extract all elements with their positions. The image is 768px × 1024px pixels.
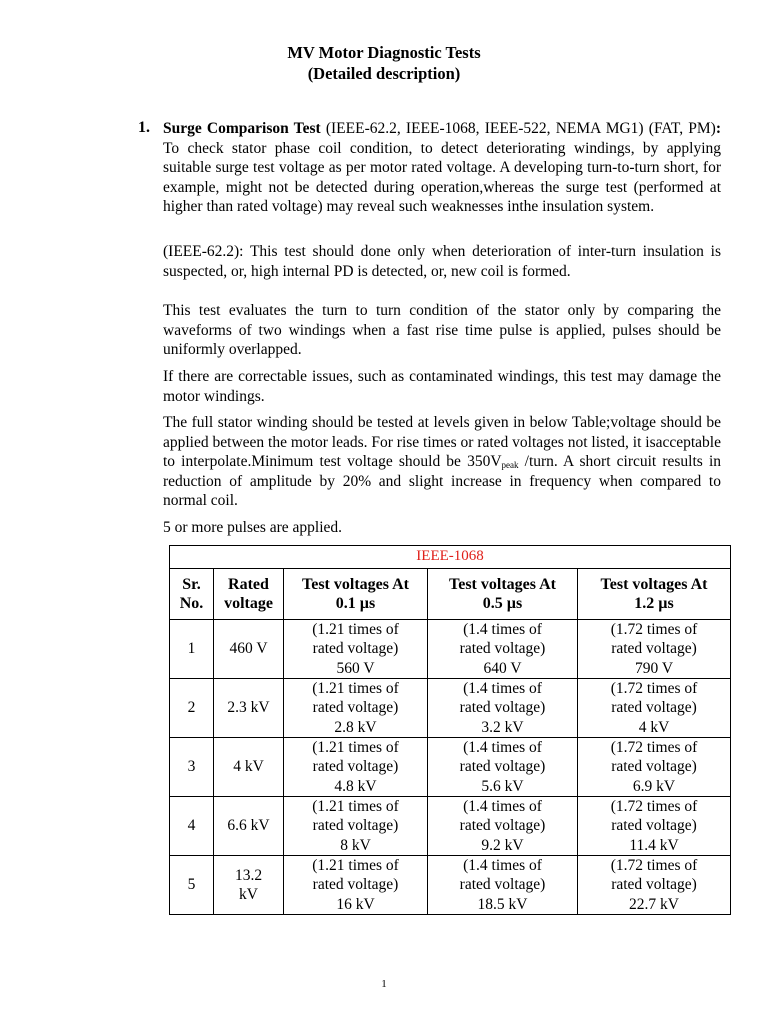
test-voltage-line: 790 V [635,659,674,677]
test-voltage-line: (1.21 times of [312,857,399,875]
test-voltage-line: 9.2 kV [481,836,524,854]
test-voltage-line: (1.21 times of [312,680,399,698]
table-row [170,856,731,915]
serial-cell: 2 [170,679,214,738]
header-line: voltage [224,595,273,612]
test-voltage-line: (1.72 times of [610,739,698,757]
test-voltage-line: rated voltage) [459,876,546,894]
table-row [170,620,731,679]
test-voltage-line: (1.21 times of [312,621,399,639]
serial-cell: 1 [170,620,214,679]
peak-subscript: peak [501,460,519,471]
test-voltage-line: rated voltage) [459,699,546,717]
test-voltage-cell [284,738,428,797]
table-caption: IEEE-1068 [170,546,731,569]
test-voltage-line: (1.4 times of [463,857,542,875]
table-body [170,620,731,915]
table-row [170,738,731,797]
test-voltage-line: 4.8 kV [334,777,377,795]
section-standards: (IEEE-62.2, IEEE-1068, IEEE-522, NEMA MG1) [320,120,644,137]
document-subtitle: (Detailed description) [307,64,461,83]
test-voltage-line: (1.4 times of [463,798,542,816]
test-voltage-line: rated voltage) [459,758,546,776]
table-header-cell [170,569,214,620]
test-voltage-cell [578,856,731,915]
table-row [170,679,731,738]
page-number: 1 [381,978,387,990]
test-levels-text-a: The full stator winding should be tested at levels given in below Table;voltage should be applied between the motor leads. For rise times or rated voltages not listed, it isacceptable to interpolate.Minimum test voltage should be 350V [163,414,721,471]
section-colon: : [715,120,722,137]
section-intro-text: To check stator phase coil condition, to detect deteriorating windings, by applying suitable surge test voltage as per motor rated voltage. A developing turn-to-turn short, for example, might not be detected during operation,whereas the surge test (performed at higher than rated voltage) may reveal such weaknesses inthe insulation system. [163,139,721,216]
paragraph-ieee-62-2: (IEEE-62.2): This test should done only when deterioration of inter-turn insulation is suspected, or, high internal PD is detected, or, new coil is formed. [163,243,721,280]
section-number: 1. [138,119,150,136]
test-voltage-line: (1.4 times of [463,680,542,698]
test-voltage-line: 2.8 kV [334,718,377,736]
test-voltage-line: rated voltage) [611,876,697,894]
test-voltage-line: 18.5 kV [477,895,528,913]
header-line: 1.2 µs [634,595,674,612]
test-voltage-cell [578,620,731,679]
test-voltage-line: 3.2 kV [481,718,524,736]
table-header-cell [578,569,731,620]
test-voltage-line: (1.72 times of [610,621,698,639]
test-voltage-line: (1.72 times of [610,798,698,816]
test-voltage-cell [578,797,731,856]
header-line: 0.5 µs [482,595,523,612]
rated-voltage-cell: 6.6 kV [214,797,284,856]
test-voltage-line: rated voltage) [611,817,697,835]
test-voltage-line: rated voltage) [312,817,399,835]
test-voltage-line: rated voltage) [459,640,546,658]
section-scope: (FAT, PM) [648,120,716,137]
section-heading: Surge Comparison Test [163,120,321,137]
ieee-1068-table [169,545,731,915]
section-intro-paragraph [163,119,721,217]
test-voltage-line: 560 V [336,659,375,677]
test-voltage-line: rated voltage) [611,640,697,658]
table-header-cell [428,569,578,620]
test-voltage-line: (1.72 times of [610,680,698,698]
test-voltage-line: 22.7 kV [629,895,679,913]
paragraph-correctable-issues: If there are correctable issues, such as contaminated windings, this test may damage the motor windings. [163,368,721,405]
table-header-row [170,569,731,620]
header-line: Sr. [182,575,201,593]
test-voltage-line: (1.4 times of [463,739,542,757]
document-title: MV Motor Diagnostic Tests [287,43,481,62]
rated-voltage-line: 13.2 [234,866,263,884]
test-voltage-line: (1.21 times of [312,798,399,816]
test-voltage-line: 640 V [483,659,522,677]
test-voltage-cell [428,856,578,915]
test-levels-text-b: /turn. A short circuit results in reduction of amplitude by 20% and slight increase in frequency when compared to normal coil. [163,453,721,510]
test-voltage-cell [428,620,578,679]
test-voltage-line: (1.4 times of [463,621,542,639]
header-line: Test voltages At [449,575,556,593]
paragraph-test-levels [163,413,721,511]
test-voltage-line: rated voltage) [611,758,697,776]
table-header-cell [284,569,428,620]
rated-voltage-line: kV [239,886,258,903]
test-voltage-line: 8 kV [340,836,371,854]
test-voltage-line: rated voltage) [312,876,399,894]
test-voltage-line: 11.4 kV [629,836,679,854]
test-voltage-cell [428,679,578,738]
test-voltage-line: rated voltage) [312,758,399,776]
test-voltage-line: rated voltage) [611,699,697,717]
rated-voltage-cell [214,856,284,915]
header-line: Test voltages At [600,575,708,593]
serial-cell: 4 [170,797,214,856]
rated-voltage-cell: 2.3 kV [214,679,284,738]
rated-voltage-cell: 4 kV [214,738,284,797]
test-voltage-line: 4 kV [638,718,670,736]
test-voltage-cell [284,679,428,738]
rated-voltage-cell: 460 V [214,620,284,679]
header-line: Rated [228,575,269,593]
test-voltage-cell [284,620,428,679]
test-voltage-line: 16 kV [336,895,375,913]
header-line: Test voltages At [302,575,409,593]
serial-cell: 5 [170,856,214,915]
table-row [170,797,731,856]
test-voltage-cell [578,679,731,738]
test-voltage-line: rated voltage) [312,699,399,717]
test-voltage-line: 6.9 kV [632,777,676,795]
test-voltage-line: (1.72 times of [610,857,698,875]
test-voltage-line: (1.21 times of [312,739,399,757]
test-voltage-cell [578,738,731,797]
header-line: No. [179,595,204,612]
test-voltage-cell [428,797,578,856]
test-voltage-line: 5.6 kV [481,777,524,795]
paragraph-pulses: 5 or more pulses are applied. [163,519,343,536]
paragraph-turn-to-turn: This test evaluates the turn to turn condition of the stator only by comparing the waveforms of two windings when a fast rise time pulse is applied, pulses should be uniformly overlapped. [163,302,721,359]
header-line: 0.1 µs [335,595,376,612]
serial-cell: 3 [170,738,214,797]
test-voltage-cell [284,797,428,856]
test-voltage-line: rated voltage) [312,640,399,658]
test-voltage-line: rated voltage) [459,817,546,835]
test-voltage-cell [428,738,578,797]
table-header-cell [214,569,284,620]
test-voltage-cell [284,856,428,915]
